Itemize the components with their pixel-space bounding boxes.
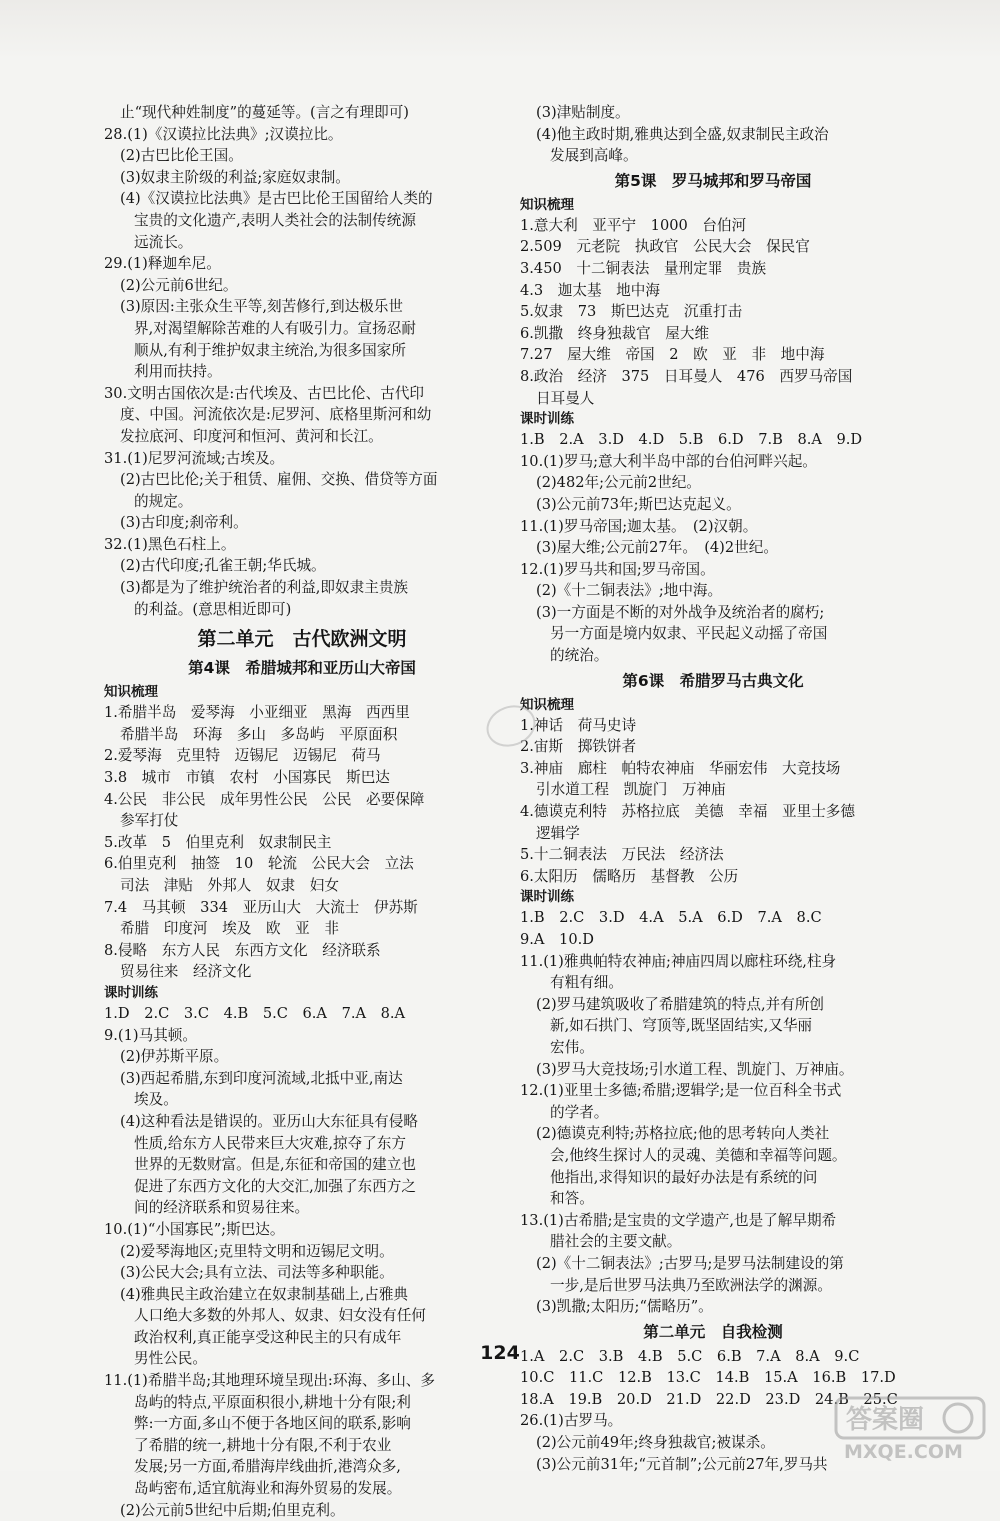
answer-line: (2)公元前49年;终身独裁官;被谋杀。 <box>536 1434 775 1452</box>
answer-line: 弊:一方面,多山不便于各地区间的联系,影响 <box>134 1415 411 1433</box>
answer-line: 3.8 城市 市镇 农村 小国寡民 斯巴达 <box>104 769 390 787</box>
answer-line: 男性公民。 <box>134 1350 207 1368</box>
lesson-heading: 第二单元 自我检测 <box>643 1322 783 1341</box>
answer-line: (4)这种看法是错误的。亚历山大东征具有侵略 <box>120 1112 418 1130</box>
answer-line: 参军打仗 <box>120 812 179 830</box>
answer-line: 会,他终生探讨人的灵魂、美德和幸福等问题。 <box>550 1146 847 1164</box>
answer-line: 间的经济联系和贸易往来。 <box>134 1199 310 1217</box>
answer-line: (2)德谟克利特;苏格拉底;他的思考转向人类社 <box>536 1125 830 1143</box>
answer-line: 9.A 10.D <box>520 931 594 948</box>
answer-line: 的统治。 <box>550 647 609 665</box>
answer-line: 度、中国。河流依次是:尼罗河、底格里斯河和幼 <box>120 406 432 424</box>
answer-line: 10.(1)罗马;意大利半岛中部的台伯河畔兴起。 <box>520 452 817 470</box>
answer-line: 3.神庙 廊柱 帕特农神庙 华丽宏伟 大竞技场 <box>520 759 841 777</box>
answer-line: 32.(1)黑色石柱上。 <box>104 535 236 553</box>
answer-line: 6.凯撒 终身独裁官 屋大维 <box>520 324 710 342</box>
watermark-brand: 答案圈 <box>846 1405 925 1435</box>
answer-line: (2)古巴比伦王国。 <box>120 147 243 165</box>
answer-line: 的利益。(意思相近即可) <box>134 600 292 618</box>
answer-line: 希腊 印度河 埃及 欧 亚 非 <box>120 920 339 938</box>
answer-line: 1.B 2.A 3.D 4.D 5.B 6.D 7.B 8.A 9.D <box>520 431 863 449</box>
answer-line: 发拉底河、印度河和恒河、黄河和长江。 <box>120 427 383 445</box>
section-heading: 课时训练 <box>520 411 574 428</box>
answer-line: (2)公元前5世纪中后期;伯里克利。 <box>120 1501 345 1519</box>
answer-line: (3)屋大维;公元前27年。 (4)2世纪。 <box>536 539 778 557</box>
answer-line: (3)一方面是不断的对外战争及统治者的腐朽; <box>536 603 825 621</box>
answer-line: 7.27 屋大维 帝国 2 欧 亚 非 地中海 <box>520 346 825 364</box>
answer-line: (2)《十二铜表法》;地中海。 <box>536 582 723 600</box>
answer-line: 希腊半岛 环海 多山 多岛屿 平原面积 <box>120 725 398 743</box>
answer-line: 宝贵的文化遗产,表明人类社会的法制传统源 <box>134 211 416 229</box>
answer-line: 1.A 2.C 3.B 4.B 5.C 6.B 7.A 8.A 9.C <box>520 1347 860 1365</box>
answer-line: 促进了东西方文化的大交汇,加强了东西方之 <box>134 1177 416 1195</box>
answer-line: 5.十二铜表法 万民法 经济法 <box>520 846 724 864</box>
answer-line: 1.希腊半岛 爱琴海 小亚细亚 黑海 西西里 <box>104 704 410 722</box>
answer-line: 一步,是后世罗马法典乃至欧洲法学的渊源。 <box>550 1276 832 1294</box>
answer-line: 发展到高峰。 <box>550 147 638 165</box>
answer-line: 1.D 2.C 3.C 4.B 5.C 6.A 7.A 8.A <box>104 1004 406 1022</box>
answer-line: (2)罗马建筑吸收了希腊建筑的特点,并有所创 <box>536 995 825 1013</box>
answer-line: 11.(1)罗马帝国;迦太基。 (2)汉朝。 <box>520 517 758 535</box>
answer-line: 和答。 <box>550 1190 594 1208</box>
answer-line: 2.爱琴海 克里特 迈锡尼 迈锡尼 荷马 <box>104 747 381 765</box>
answer-line: 29.(1)释迦牟尼。 <box>104 255 221 273</box>
answer-line: 13.(1)古希腊;是宝贵的文学遗产,也是了解早期希 <box>520 1211 837 1229</box>
answer-line: (3)罗马大竞技场;引水道工程、凯旋门、万神庙。 <box>536 1060 854 1078</box>
answer-line: 28.(1)《汉谟拉比法典》;汉谟拉比。 <box>104 125 343 143</box>
answer-line: 1.神话 荷马史诗 <box>520 716 637 734</box>
answer-line: 12.(1)罗马共和国;罗马帝国。 <box>520 560 715 578</box>
answer-line: 8.侵略 东方人民 东西方文化 经济联系 <box>104 941 381 959</box>
answer-line: 腊社会的主要文献。 <box>550 1233 682 1251</box>
watermark-domain: MXQE.COM <box>844 1441 963 1463</box>
answer-line: 8.政治 经济 375 日耳曼人 476 西罗马帝国 <box>520 367 853 385</box>
answer-line: 逻辑学 <box>536 824 580 842</box>
page-number: 124 <box>480 1342 520 1364</box>
left-column <box>104 102 500 1521</box>
answer-line: 的学者。 <box>550 1103 609 1121</box>
answer-line: 12.(1)亚里士多德;希腊;逻辑学;是一位百科全书式 <box>520 1082 842 1100</box>
answer-line: (4)《汉谟拉比法典》是古巴比伦王国留给人类的 <box>120 190 433 208</box>
answer-line: 10.C 11.C 12.B 13.C 14.B 15.A 16.B 17.D <box>520 1369 896 1387</box>
answer-line: 26.(1)古罗马。 <box>520 1412 623 1430</box>
section-heading: 课时训练 <box>104 984 158 1001</box>
answer-line: (2)《十二铜表法》;古罗马;是罗马法制建设的第 <box>536 1254 844 1272</box>
answer-line: 司法 津贴 外邦人 奴隶 妇女 <box>120 877 339 894</box>
answer-line: 11.(1)雅典帕特农神庙;神庙四周以廊柱环绕,柱身 <box>520 952 837 970</box>
watermark <box>830 1394 990 1464</box>
answer-line: 远流长。 <box>134 233 193 251</box>
answer-line: 18.A 19.B 20.D 21.D 22.D 23.D 24.B 25.C <box>520 1390 898 1408</box>
answer-line: 6.太阳历 儒略历 基督教 公历 <box>520 867 739 885</box>
answer-line: 世界的无数财富。但是,东征和帝国的建立也 <box>134 1156 416 1174</box>
answer-line: (3)津贴制度。 <box>536 104 630 121</box>
section-heading: 知识梳理 <box>520 696 574 713</box>
answer-line: 引水道工程 凯旋门 万神庙 <box>536 781 726 799</box>
answer-line: (2)伊苏斯平原。 <box>120 1048 229 1066</box>
answer-line: 6.伯里克利 抽签 10 轮流 公民大会 立法 <box>104 855 414 873</box>
answer-line: (4)他主政时期,雅典达到全盛,奴隶制民主政治 <box>536 125 829 143</box>
answer-line: (3)原因:主张众生平等,刻苦修行,到达极乐世 <box>120 298 403 316</box>
answer-line: 30.文明古国依次是:古代埃及、古巴比伦、古代印 <box>104 384 425 402</box>
section-heading: 课时训练 <box>520 889 574 906</box>
answer-line: 2.509 元老院 执政官 公民大会 保民官 <box>520 238 810 256</box>
answer-line: (2)古巴比伦;关于租赁、雇佣、交换、借贷等方面 <box>120 471 438 489</box>
answer-line: (3)古印度;刹帝利。 <box>120 514 248 532</box>
answer-line: 另一方面是境内奴隶、平民起义动摇了帝国 <box>550 625 828 643</box>
answer-stamp-logo-icon <box>830 1394 990 1464</box>
answer-line: 宏伟。 <box>550 1038 594 1056</box>
answer-line: 31.(1)尼罗河流域;古埃及。 <box>104 449 285 467</box>
answer-line: 顺从,有利于维护奴隶主统治,为很多国家所 <box>134 341 406 359</box>
answer-line: (3)西起希腊,东到印度河流域,北抵中亚,南达 <box>120 1069 403 1087</box>
answer-line: 了希腊的统一,耕地十分有限,不利于农业 <box>134 1436 392 1454</box>
unit-heading: 第二单元 古代欧洲文明 <box>197 628 407 651</box>
answer-line: 岛屿的特点,平原面积很小,耕地十分有限;利 <box>134 1393 411 1411</box>
answer-line: 4.3 迦太基 地中海 <box>520 281 660 299</box>
answer-line: 界,对渴望解除苦难的人有吸引力。宣扬忍耐 <box>134 319 416 337</box>
answer-line: (2)爱琴海地区;克里特文明和迈锡尼文明。 <box>120 1242 394 1260</box>
answer-line: (3)奴隶主阶级的利益;家庭奴隶制。 <box>120 168 350 186</box>
answer-line: (3)凯撒;太阳历;“儒略历”。 <box>536 1298 713 1316</box>
section-heading: 知识梳理 <box>520 196 574 213</box>
answer-line: (2)公元前6世纪。 <box>120 276 238 294</box>
answer-line: 4.公民 非公民 成年男性公民 公民 必要保障 <box>104 790 425 808</box>
answer-line: (3)公民大会;具有立法、司法等多种职能。 <box>120 1264 394 1282</box>
lesson-heading: 第4课 希腊城邦和亚历山大帝国 <box>188 659 416 678</box>
answer-line: 利用而扶持。 <box>134 363 222 381</box>
answer-line: 人口绝大多数的外邦人、奴隶、妇女没有任何 <box>134 1307 426 1325</box>
answer-line: 岛屿密布,适宜航海业和海外贸易的发展。 <box>134 1480 402 1498</box>
answer-line: 1.意大利 亚平宁 1000 台伯河 <box>520 216 747 234</box>
answer-line: 日耳曼人 <box>536 389 595 407</box>
answer-line: 3.450 十二铜表法 量刑定罪 贵族 <box>520 259 767 277</box>
answer-line: (2)482年;公元前2世纪。 <box>536 474 701 492</box>
answer-line: 他指出,求得知识的最好办法是有系统的问 <box>550 1168 818 1186</box>
answer-line: (3)公元前73年;斯巴达克起义。 <box>536 495 741 513</box>
answer-line: 5.奴隶 73 斯巴达克 沉重打击 <box>520 303 743 321</box>
answer-line: 新,如石拱门、穹顶等,既坚固结实,又华丽 <box>550 1017 813 1035</box>
right-column <box>520 102 906 1475</box>
answer-line: 贸易往来 经济文化 <box>120 963 252 981</box>
answer-line: 1.B 2.C 3.D 4.A 5.A 6.D 7.A 8.C <box>520 909 822 927</box>
answer-line: 9.(1)马其顿。 <box>104 1026 197 1044</box>
answer-line: 7.4 马其顿 334 亚历山大 大流士 伊苏斯 <box>104 898 418 916</box>
answer-line: (4)雅典民主政治建立在奴隶制基础上,占雅典 <box>120 1285 409 1303</box>
answer-line: (3)都是为了维护统治者的利益,即奴隶主贵族 <box>120 579 409 597</box>
answer-line: (2)古代印度;孔雀王朝;华氏城。 <box>120 557 326 575</box>
answer-line: 2.宙斯 掷铁饼者 <box>520 738 637 756</box>
lesson-heading: 第6课 希腊罗马古典文化 <box>622 671 804 690</box>
lesson-heading: 第5课 罗马城邦和罗马帝国 <box>614 171 812 190</box>
answer-line: 性质,给东方人民带来巨大灾难,掠夺了东方 <box>134 1134 406 1152</box>
answer-line: 埃及。 <box>134 1091 178 1109</box>
answer-line: 政治权利,真正能享受这种民主的只有成年 <box>134 1328 402 1346</box>
answer-line: 的规定。 <box>134 492 193 510</box>
answer-line: 11.(1)希腊半岛;其地理环境呈现出:环海、多山、多 <box>104 1372 435 1390</box>
answer-line: 4.德谟克利特 苏格拉底 美德 幸福 亚里士多德 <box>520 803 855 821</box>
answer-line: (3)公元前31年;“元首制”;公元前27年,罗马共 <box>536 1455 828 1473</box>
answer-line: 5.改革 5 伯里克利 奴隶制民主 <box>104 833 332 851</box>
answer-line: 止“现代种姓制度”的蔓延等。(言之有理即可) <box>120 104 409 121</box>
answer-line: 10.(1)“小国寡民”;斯巴达。 <box>104 1220 285 1238</box>
section-heading: 知识梳理 <box>104 684 158 701</box>
answer-line: 有粗有细。 <box>550 974 623 992</box>
answer-line: 发展;另一方面,希腊海岸线曲折,港湾众多, <box>134 1458 401 1476</box>
